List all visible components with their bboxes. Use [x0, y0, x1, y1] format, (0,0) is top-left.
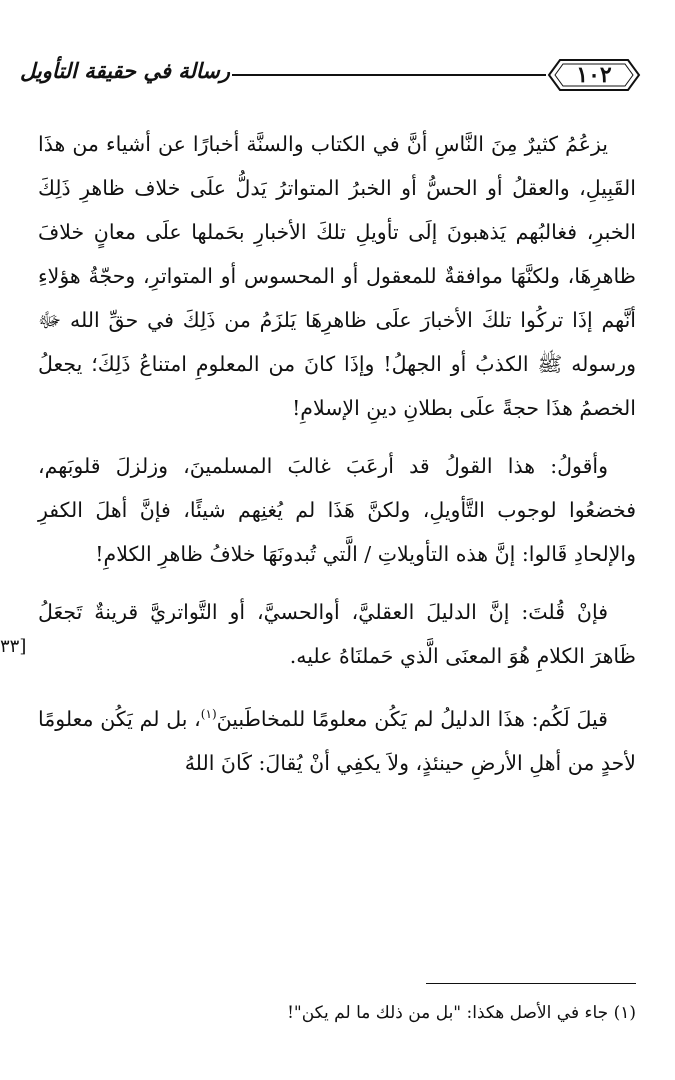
page-header	[0, 48, 675, 102]
main-text	[38, 122, 636, 799]
manuscript-page-marker: [٣٣	[0, 636, 27, 657]
paragraph-text: ، بل لم يَكُن معلومًا لأحدٍ من أهلِ الأرضِ حينئذٍ، ولاَ يكفِي أنْ يُقالَ: كَانَ اللهُ	[38, 706, 636, 775]
footnote-separator	[426, 983, 636, 984]
footnote-number: (١)	[613, 1003, 636, 1023]
footnote	[38, 1003, 636, 1033]
footnote-marker[interactable]: (١)	[200, 707, 217, 721]
footnote-text: جاء في الأصل هكذا: "بل من ذلك ما لم يكن"!	[287, 1003, 609, 1023]
page-number: ١٠٢	[576, 62, 612, 88]
running-title: رسالة في حقيقة التأويل	[20, 58, 230, 83]
paragraph: فإنْ قُلتَ: إنَّ الدليلَ العقليَّ، أوالحسيَّ، أو التَّواتريَّ قرينةٌ تَجعَلُ ظَاهرَ الكلامِ هُوَ المعنَى الَّذي حَملنَاهُ عليه.	[38, 600, 636, 668]
paragraph	[38, 692, 636, 785]
header-rule	[232, 74, 546, 76]
paragraph: يزعُمُ كثيرٌ مِنَ النَّاسِ أنَّ في الكتاب والسنَّة أخبارًا عن أشياء من هذَا القَبِيلِ، والعقلُ أو الحسُّ أو الخبرُ المتواترُ يَدلُّ علَى خلاف ظاهرِ ذَلِكَ الخبرِ، فغالبُهم يَذهبونَ إلَى تأويلِ تلكَ الأخبارِ بحَملها علَى معانٍ خلافَ ظاهرِهَا، ولكنَّهَا موافقةٌ للمعقول أو المحسوس أو المتواترِ، وحجّةُ هؤلاءِ أنَّهم إذَا تركُوا تلكَ الأخبارَ علَى ظاهرِهَا يَلزَمُ من ذَلِكَ في حقِّ الله ﷻ ورسوله ﷺ الكذبُ أو الجهلُ! وإذَا كانَ من المعلومِ امتناعُ ذَلِكَ؛ يجعلُ الخصمُ هذَا حجةً علَى بطلانِ دينِ الإسلامِ!	[38, 132, 636, 420]
page-number-badge	[546, 55, 642, 95]
paragraph: وأقولُ: هذا القولُ قد أرعَبَ غالبَ المسلمينَ، وزلزلَ قلوبَهم، فخضعُوا لوجوب التَّأويلِ، ولكنَّ هَذَا لم يُغنِهم شيئًا، فإنَّ أهلَ الكفرِ والإلحادِ قَالوا: إنَّ هذه التأويلاتِ / الَّتي تُبدونَهَا خلافُ ظاهرِ الكلامِ!	[38, 454, 636, 566]
paragraph-text: قيلَ لَكُم: هذَا الدليلُ لم يَكُن معلومًا للمخاطَبينَ	[216, 706, 608, 731]
